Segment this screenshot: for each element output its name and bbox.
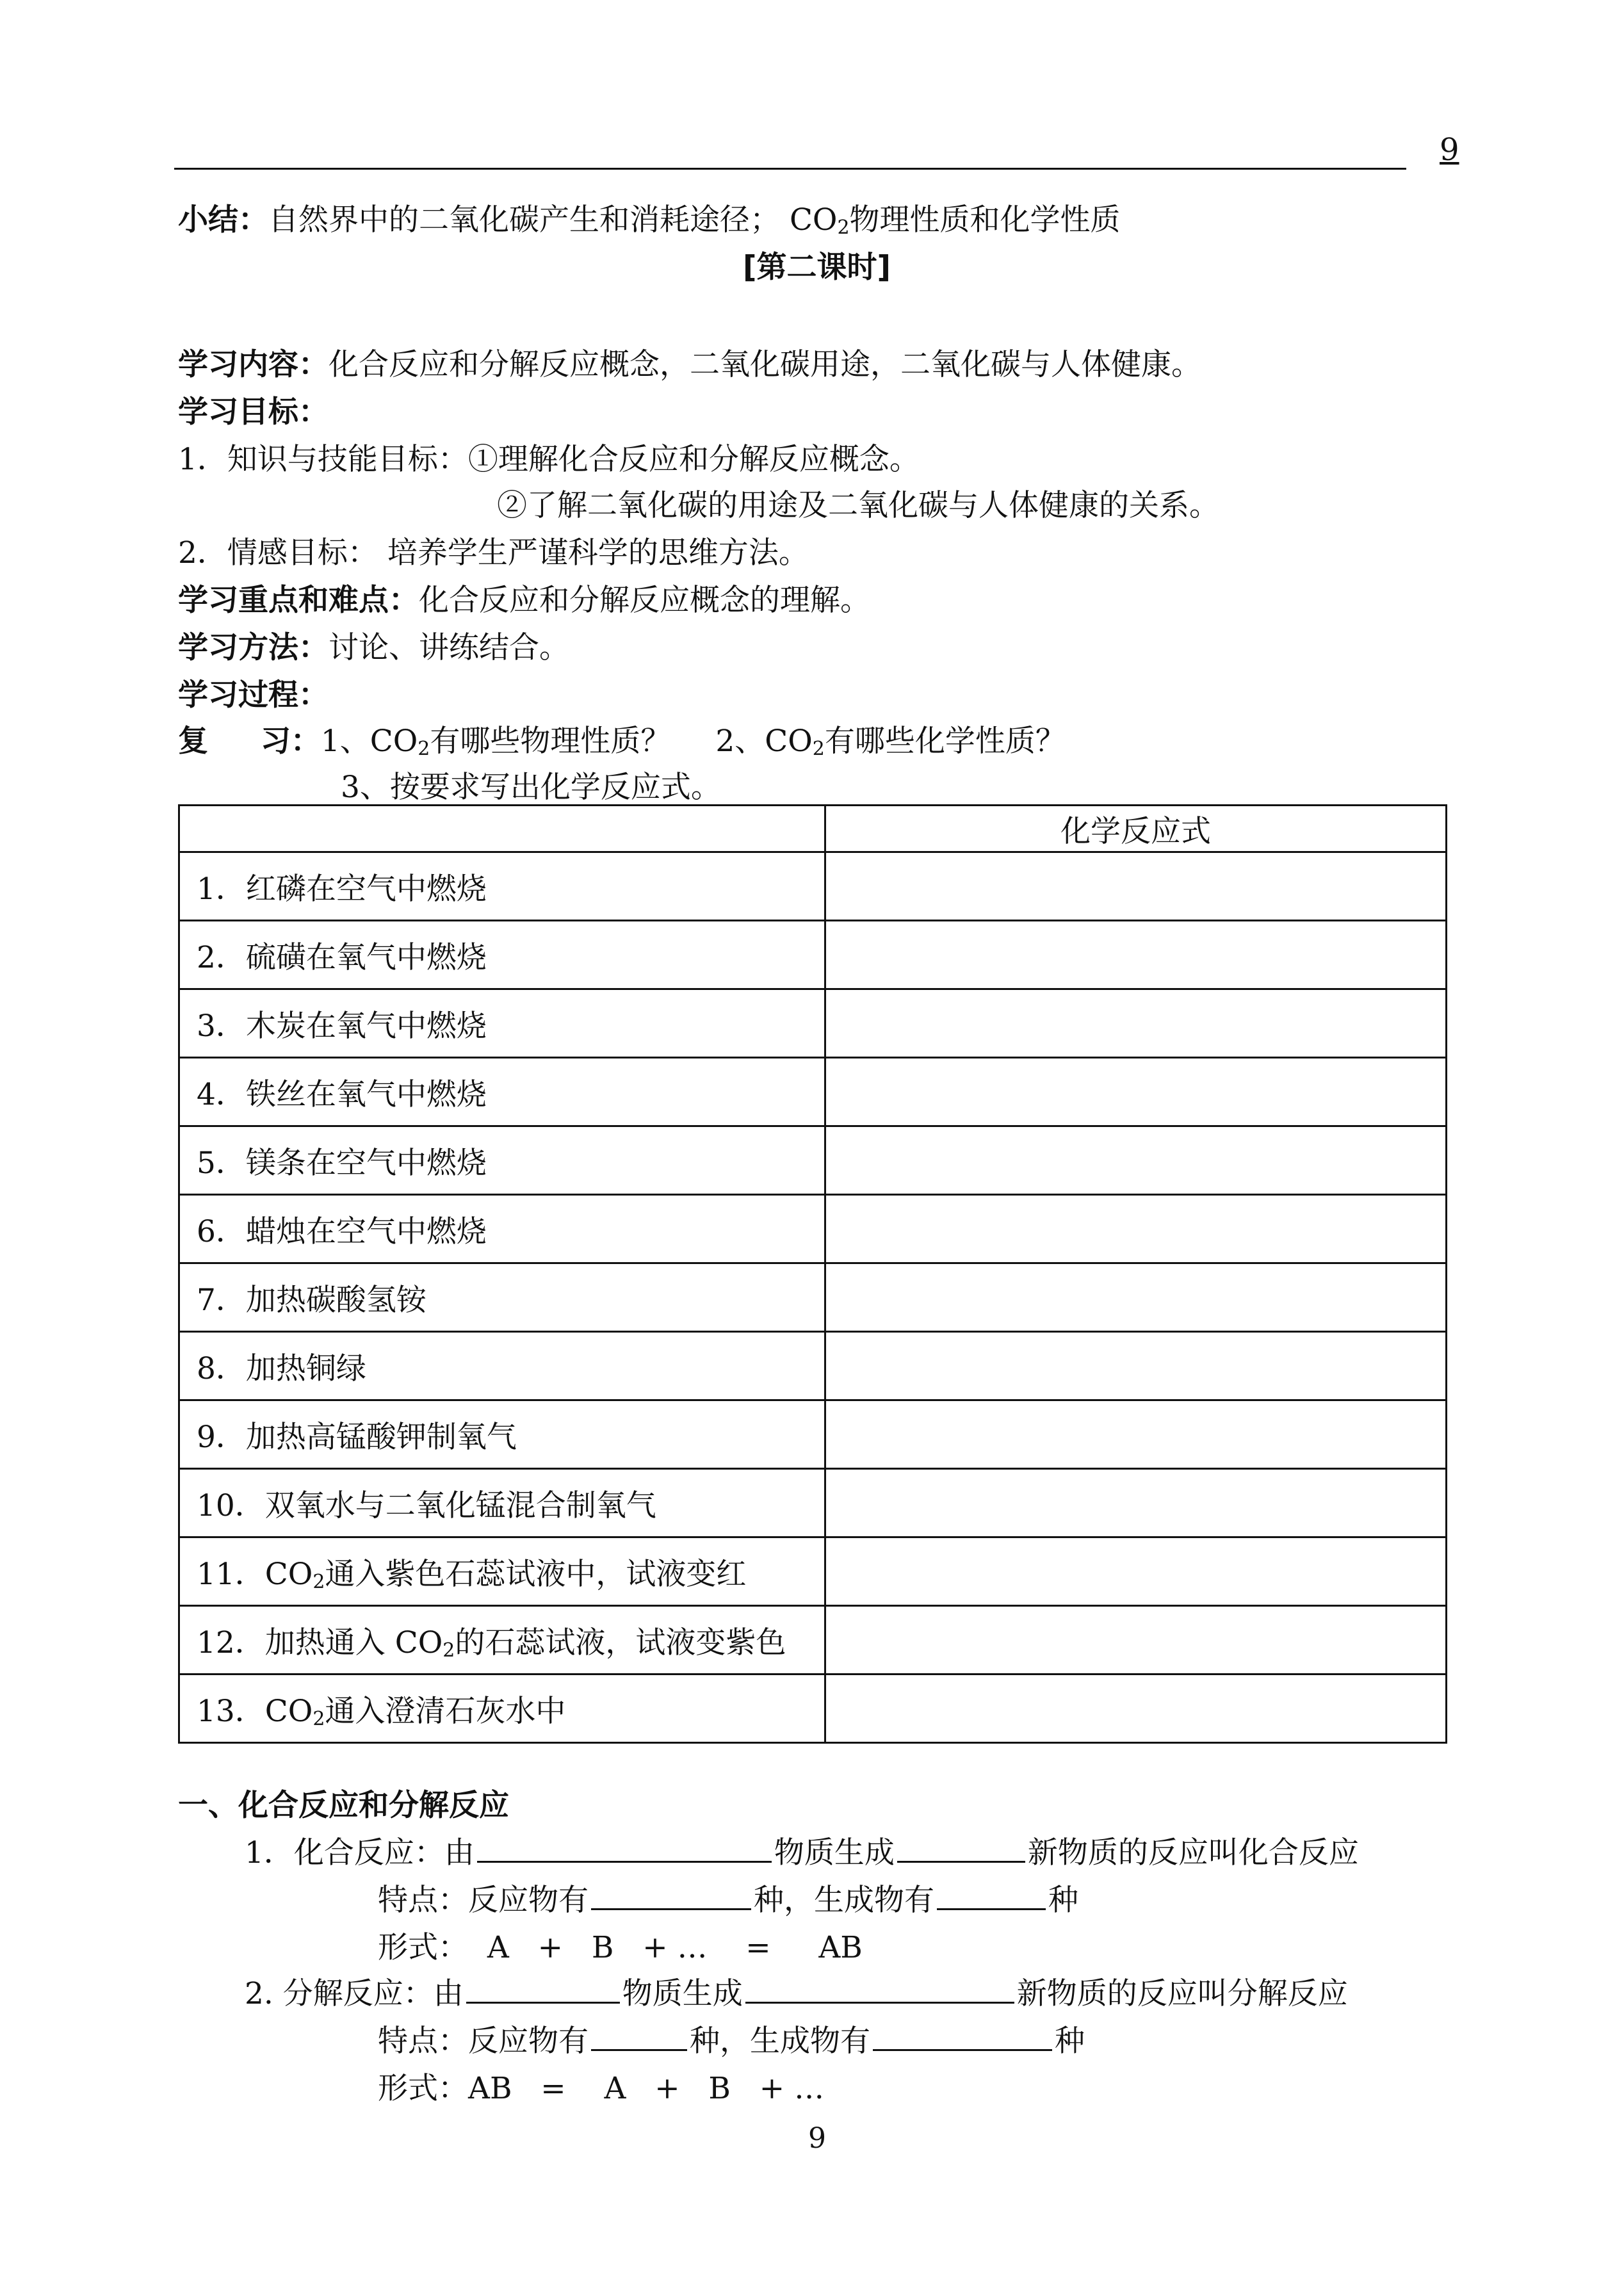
table-row: [179, 921, 1447, 989]
table-cell-reaction: 7．加热碳酸氢铵: [179, 1263, 825, 1332]
review-q1a: 1、CO: [320, 724, 418, 759]
goal-1: 1．知识与技能目标：①理解化合反应和分解反应概念。: [178, 442, 920, 477]
table-cell-answer[interactable]: [825, 1126, 1447, 1195]
table-cell-answer[interactable]: [825, 921, 1447, 989]
table-row: [179, 1126, 1447, 1195]
blank-field[interactable]: [466, 1972, 620, 2004]
blank-field[interactable]: [591, 1879, 751, 1910]
method-label: 学习方法：: [178, 630, 329, 665]
lesson-title: [第二课时]: [743, 250, 891, 285]
review-q2b: 有哪些化学性质？: [824, 724, 1066, 759]
table-cell-reaction: 13．$CO_2$通入澄清石灰水中: [179, 1675, 825, 1743]
goal-1b: ②了解二氧化碳的用途及二氧化碳与人体健康的关系。: [497, 488, 1219, 523]
focus-line: [178, 576, 870, 619]
table-cell-answer[interactable]: [825, 1195, 1447, 1263]
table-cell-reaction: 3．木炭在氧气中燃烧: [179, 989, 825, 1058]
footer-page-number: 9: [808, 2122, 826, 2155]
table-cell-answer[interactable]: [825, 1469, 1447, 1537]
review-q2a: 2、CO: [715, 724, 813, 759]
table-cell-answer[interactable]: [825, 989, 1447, 1058]
table-cell-reaction: 6．蜡烛在空气中燃烧: [179, 1195, 825, 1263]
method-text: 讨论、讲练结合。: [329, 630, 569, 665]
table-cell-reaction: 1．红磷在空气中燃烧: [179, 852, 825, 921]
reaction-table: [178, 804, 1447, 1744]
table-row: [179, 989, 1447, 1058]
table-header-row: [179, 806, 1447, 852]
content-text: 化合反应和分解反应概念，二氧化碳用途，二氧化碳与人体健康。: [329, 347, 1201, 382]
process-label: 学习过程：: [178, 677, 329, 713]
blank-field[interactable]: [897, 1831, 1025, 1863]
section-title: 一、化合反应和分解反应: [178, 1788, 509, 1823]
table-cell-reaction: 5．镁条在空气中燃烧: [179, 1126, 825, 1195]
table-row: [179, 1332, 1447, 1400]
table-header-equation: 化学反应式: [825, 806, 1447, 852]
header-page-number: 9: [1440, 132, 1459, 168]
combination-features: 特点：反应物有 种，生成物有 种: [378, 1876, 1078, 1919]
review-q3: 3、按要求写出化学反应式。: [341, 770, 721, 805]
review-line: [178, 717, 1066, 760]
table-cell-reaction: 8．加热铜绿: [179, 1332, 825, 1400]
table-row: [179, 1058, 1447, 1126]
table-cell-reaction: 2．硫磺在氧气中燃烧: [179, 921, 825, 989]
blank-field[interactable]: [591, 2020, 687, 2051]
decomposition-features: 特点：反应物有 种，生成物有 种: [378, 2017, 1085, 2060]
table-row: [179, 1537, 1447, 1606]
review-q1b: 有哪些物理性质？: [430, 724, 671, 759]
table-cell-answer[interactable]: [825, 1606, 1447, 1675]
table-cell-answer[interactable]: [825, 1332, 1447, 1400]
review-q2-sub: 2: [812, 738, 825, 760]
summary-sub: 2: [837, 216, 850, 239]
goals-label: 学习目标：: [178, 394, 329, 430]
table-cell-reaction: 11．$CO_2$通入紫色石蕊试液中，试液变红: [179, 1537, 825, 1606]
review-q1-sub: 2: [418, 738, 430, 760]
decomposition-definition: 2. 分解反应：由 物质生成 新物质的反应叫分解反应: [245, 1970, 1348, 2013]
goal-2: 2．情感目标： 培养学生严谨科学的思维方法。: [178, 535, 809, 571]
content-line: [178, 341, 1201, 384]
table-cell-reaction: 9．加热高锰酸钾制氧气: [179, 1400, 825, 1469]
summary-text-a: 自然界中的二氧化碳产生和消耗途径； CO: [268, 202, 838, 238]
review-label: 复 习：: [178, 724, 321, 759]
table-cell-answer[interactable]: [825, 1400, 1447, 1469]
table-row: [179, 1606, 1447, 1675]
header-rule: [174, 168, 1406, 170]
table-row: [179, 1263, 1447, 1332]
table-cell-reaction: 4．铁丝在氧气中燃烧: [179, 1058, 825, 1126]
table-cell-reaction: 12．加热通入 $CO_2$的石蕊试液，试液变紫色: [179, 1606, 825, 1675]
blank-field[interactable]: [477, 1831, 772, 1863]
blank-field[interactable]: [873, 2020, 1052, 2051]
table-row: [179, 1195, 1447, 1263]
table-cell-answer[interactable]: [825, 852, 1447, 921]
table-cell-answer[interactable]: [825, 1537, 1447, 1606]
focus-label: 学习重点和难点：: [178, 583, 419, 618]
content-label: 学习内容：: [178, 347, 329, 382]
decomposition-form: 形式：AB = A + B + …: [378, 2071, 825, 2106]
table-cell-reaction: 10．双氧水与二氧化锰混合制氧气: [179, 1469, 825, 1537]
table-header-empty: [179, 806, 825, 852]
table-cell-answer[interactable]: [825, 1058, 1447, 1126]
blank-field[interactable]: [745, 1972, 1014, 2004]
summary-line: [178, 196, 1121, 239]
table-row: [179, 852, 1447, 921]
table-cell-answer[interactable]: [825, 1675, 1447, 1743]
table-row: [179, 1400, 1447, 1469]
summary-text-b: 物理性质和化学性质: [849, 202, 1121, 238]
summary-label: 小结：: [178, 202, 268, 238]
combination-definition: 1．化合反应：由 物质生成 新物质的反应叫化合反应: [245, 1829, 1359, 1872]
combination-form: 形式： A + B + … = AB: [378, 1930, 863, 1965]
table-row: [179, 1469, 1447, 1537]
table-row: [179, 1675, 1447, 1743]
method-line: [178, 624, 569, 667]
focus-text: 化合反应和分解反应概念的理解。: [419, 583, 870, 618]
blank-field[interactable]: [937, 1879, 1046, 1910]
table-cell-answer[interactable]: [825, 1263, 1447, 1332]
